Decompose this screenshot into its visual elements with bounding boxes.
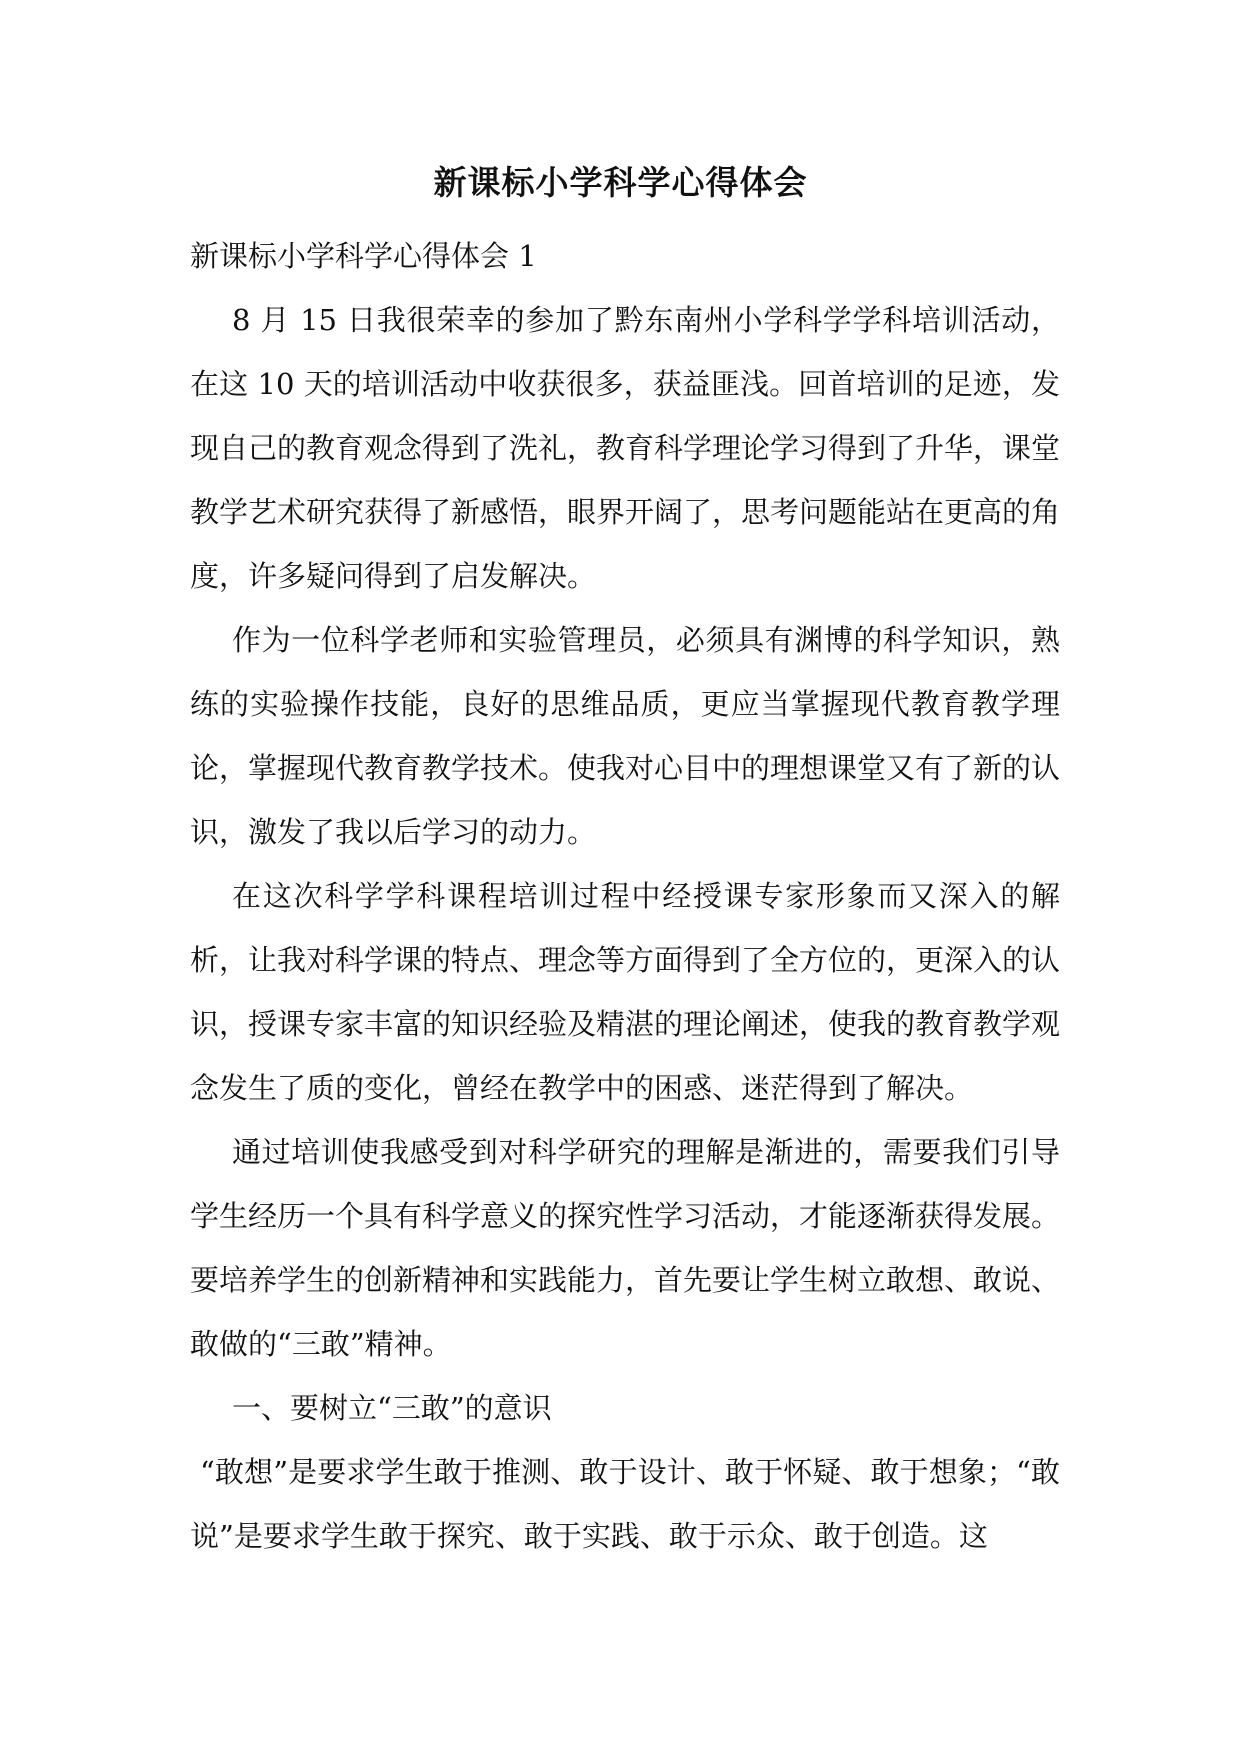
paragraph-5: “敢想”是要求学生敢于推测、敢于设计、敢于怀疑、敢于想象；“敢说”是要求学生敢于探究、敢于实践、敢于示众、敢于创造。这	[190, 1455, 1060, 1553]
section-heading: 新课标小学科学心得体会 1	[190, 239, 537, 273]
paragraph-3: 在这次科学学科课程培训过程中经授课专家形象而又深入的解析，让我对科学课的特点、理念等方面得到了全方位的，更深入的认识，授课专家丰富的知识经验及精湛的理论阐述，使我的教育教学观念发生了质的变化，曾经在教学中的困惑、迷茫得到了解决。	[190, 879, 1061, 1105]
paragraph-2: 作为一位科学老师和实验管理员，必须具有渊博的科学知识，熟练的实验操作技能，良好的思维品质，更应当掌握现代教育教学理论，掌握现代教育教学技术。使我对心目中的理想课堂又有了新的认识，激发了我以后学习的动力。	[190, 623, 1061, 849]
paragraph-1: 8 月 15 日我很荣幸的参加了黔东南州小学科学学科培训活动，在这 10 天的培训活动中收获很多，获益匪浅。回首培训的足迹，发现自己的教育观念得到了洗礼，教育科学理论学习得到了升华，课堂教学艺术研究获得了新感悟，眼界开阔了，思考问题能站在更高的角度，许多疑问得到了启发解决。	[190, 303, 1061, 593]
paragraph-4: 通过培训使我感受到对科学研究的理解是渐进的，需要我们引导学生经历一个具有科学意义的探究性学习活动，才能逐渐获得发展。要培养学生的创新精神和实践能力，首先要让学生树立敢想、敢说、敢做的“三敢”精神。	[190, 1135, 1061, 1361]
subheading-1: 一、要树立“三敢”的意识	[232, 1391, 552, 1425]
document-title: 新课标小学科学心得体会	[433, 163, 808, 202]
document-body	[190, 224, 1060, 1568]
